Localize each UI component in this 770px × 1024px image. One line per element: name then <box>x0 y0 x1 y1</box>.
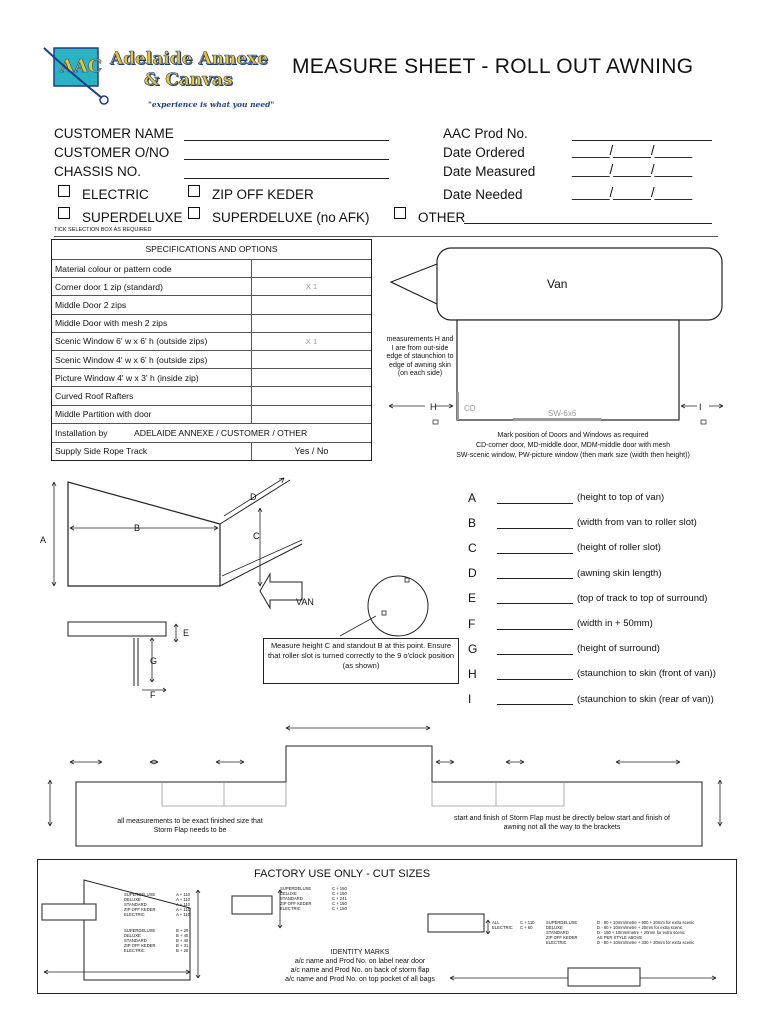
other-checkbox[interactable] <box>394 207 406 219</box>
date-ordered-field[interactable]: _____/_____/_____ <box>572 143 693 158</box>
measure-d-field[interactable] <box>497 567 573 579</box>
measure-c-field[interactable] <box>497 542 573 554</box>
logo <box>42 44 282 112</box>
other-label: OTHER <box>418 210 466 225</box>
measure-i-field[interactable] <box>497 693 573 705</box>
page-title: MEASURE SHEET - ROLL OUT AWNING <box>292 55 694 78</box>
d-letter: D <box>250 492 257 502</box>
c-letter: C <box>253 531 260 541</box>
measurement-note: measurements H and I are from out-side edge of staunchion to edge of awning skin (on each side) <box>386 336 454 377</box>
i-label: I <box>699 402 702 412</box>
b-cut-values: B + 20 B + 40 B + 40 B + 31 B + 20 <box>176 928 189 953</box>
table-row: Middle Partition with door <box>52 405 371 423</box>
list-item: B (width from van to roller slot) <box>468 515 697 530</box>
list-item: I (staunchion to skin (rear of van)) <box>468 692 714 707</box>
list-item: A (height to top of van) <box>468 490 665 505</box>
spec-header: SPECIFICATIONS AND OPTIONS <box>145 244 278 254</box>
date-needed-field[interactable]: _____/_____/_____ <box>572 185 693 200</box>
list-item: C (height of roller slot) <box>468 540 661 555</box>
table-row: Scenic Window 4' w x 6' h (outside zips) <box>52 350 371 368</box>
a-cut-values: A + 110 A + 110 A + 110 A + 110 A + 110 <box>176 892 191 917</box>
rope-row: Supply Side Rope Track Yes / No <box>52 442 371 460</box>
superdeluxe-label: SUPERDELUXE <box>82 210 183 225</box>
other-field[interactable] <box>464 211 712 224</box>
list-item: H (staunchion to skin (front of van)) <box>468 666 716 681</box>
logo-emblem-icon <box>42 44 114 106</box>
spec-table <box>51 239 372 461</box>
table-row: Material colour or pattern code <box>52 259 371 277</box>
f-letter: F <box>150 690 156 700</box>
a-cut-list: SUPERDELUXE DELUXE STANDARD ZIP OFF KEDER ELECTRIC <box>124 892 156 917</box>
superdeluxe-checkbox[interactable] <box>58 207 70 219</box>
storm-note-left: all measurements to be exact finished size that Storm Flap needs to be <box>117 818 263 834</box>
measure-f-field[interactable] <box>497 618 573 630</box>
superdeluxe-no-afk-checkbox[interactable] <box>188 207 200 219</box>
e-cut-list: ALL ELECTRIC <box>492 920 513 930</box>
electric-checkbox[interactable] <box>58 185 70 197</box>
measures-list <box>468 485 758 712</box>
b-cut-list: SUPERDELUXE DELUXE STANDARD ZIP OFF KEDER ELECTRIC <box>124 928 156 953</box>
c-cut-values: C + 150 C + 150 C + 241 C + 150 C + 150 <box>332 886 347 911</box>
divider <box>54 236 718 237</box>
identity-marks: IDENTITY MARKS a/c name and Prod No. on label near door a/c name and Prod No. on back of storm flap a/c name and Prod No. on top pocket of all bags <box>285 949 435 983</box>
b-letter: B <box>134 523 141 533</box>
zip-off-label: ZIP OFF KEDER <box>212 187 314 202</box>
logo-line1: Adelaide Annexe <box>110 49 269 69</box>
measure-g-field[interactable] <box>497 643 573 655</box>
install-row: Installation by ADELAIDE ANNEXE / CUSTOMER / OTHER <box>52 423 371 442</box>
g-letter: G <box>150 656 158 666</box>
list-item: G (height of surround) <box>468 641 660 656</box>
roller-note: Measure height C and standout B at this point. Ensure that roller slot is turned correctly to the 9 o'clock position (as shown) <box>263 638 459 684</box>
list-item: F (width in + 50mm) <box>468 616 653 631</box>
d-cut-values: D - 80 + 10mm/metre + 900 + 20mm for extra scenic D - 80 + 10mm/metre + 20mm for extra scenic D - 150 + 10mm/metre + 20mm for extra scenic AS PER STYLE ABOVE D - 80 + 10mm/metre + 330 + 20mm for extra scenic <box>597 920 695 945</box>
measure-e-field[interactable] <box>497 592 573 604</box>
e-cut-values: C + 110 C + 60 <box>520 920 535 930</box>
van-caption-1: Mark position of Doors and Windows as required <box>497 432 649 439</box>
e-letter: E <box>183 628 190 638</box>
d-cut-list: SUPERDELUXE DELUXE STANDARD ZIP OFF KEDER ELECTRIC <box>546 920 578 945</box>
storm-note-right: start and finish of Storm Flap must be directly below start and finish of awning not all the way to the brackets <box>454 815 670 831</box>
measure-b-field[interactable] <box>497 517 573 529</box>
table-row: Middle Door with mesh 2 zips <box>52 314 371 332</box>
measure-a-field[interactable] <box>497 492 573 504</box>
cd-label: CD <box>464 404 476 413</box>
van-caption-2: CD-corner door, MD-middle door, MDM-middle door with mesh <box>475 442 671 449</box>
date-ordered-label: Date Ordered <box>443 145 525 160</box>
van-label: Van <box>547 277 568 291</box>
prod-no-field[interactable] <box>572 128 712 141</box>
list-item: E (top of track to top of surround) <box>468 591 708 606</box>
customer-ono-label: CUSTOMER O/NO <box>54 145 170 160</box>
electric-label: ELECTRIC <box>82 187 149 202</box>
table-row: Middle Door 2 zips <box>52 295 371 313</box>
date-measured-label: Date Measured <box>443 164 536 179</box>
table-row: Scenic Window 6' w x 6' h (outside zips) X 1 <box>52 332 371 350</box>
install-options[interactable]: ADELAIDE ANNEXE / CUSTOMER / OTHER <box>134 427 308 438</box>
table-row: Picture Window 4' w x 3' h (inside zip) <box>52 368 371 386</box>
van-arrow-label: VAN <box>296 597 314 607</box>
superdeluxe-no-afk-label: SUPERDELUXE (no AFK) <box>212 210 370 225</box>
a-letter: A <box>40 535 47 545</box>
svg-text:AAC: AAC <box>60 56 103 77</box>
chassis-field[interactable] <box>184 166 389 179</box>
date-measured-field[interactable]: _____/_____/_____ <box>572 162 693 177</box>
measure-h-field[interactable] <box>497 668 573 680</box>
logo-line2: & Canvas <box>144 70 233 90</box>
customer-name-field[interactable] <box>184 128 389 141</box>
h-label: H <box>430 402 437 412</box>
table-row: Curved Roof Rafters <box>52 386 371 404</box>
logo-tagline: "experience is what you need" <box>148 100 275 109</box>
list-item: D (awning skin length) <box>468 566 662 581</box>
customer-name-label: CUSTOMER NAME <box>54 126 174 141</box>
prod-no-label: AAC Prod No. <box>443 126 528 141</box>
factory-title: FACTORY USE ONLY - CUT SIZES <box>254 868 431 880</box>
date-needed-label: Date Needed <box>443 187 523 202</box>
c-cut-list: SUPERDELUXE DELUXE STANDARD ZIP OFF KEDER ELECTRIC <box>280 886 312 911</box>
tick-note: TICK SELECTION BOX AS REQUIRED <box>54 227 152 233</box>
table-row: Corner door 1 zip (standard) X 1 <box>52 277 371 295</box>
van-caption-3: SW-scenic window, PW-picture window (then mark size (width then height)) <box>456 452 690 459</box>
sw-label: SW-6x6 <box>548 409 577 418</box>
chassis-label: CHASSIS NO. <box>54 164 142 179</box>
customer-ono-field[interactable] <box>184 147 389 160</box>
zip-off-checkbox[interactable] <box>188 185 200 197</box>
